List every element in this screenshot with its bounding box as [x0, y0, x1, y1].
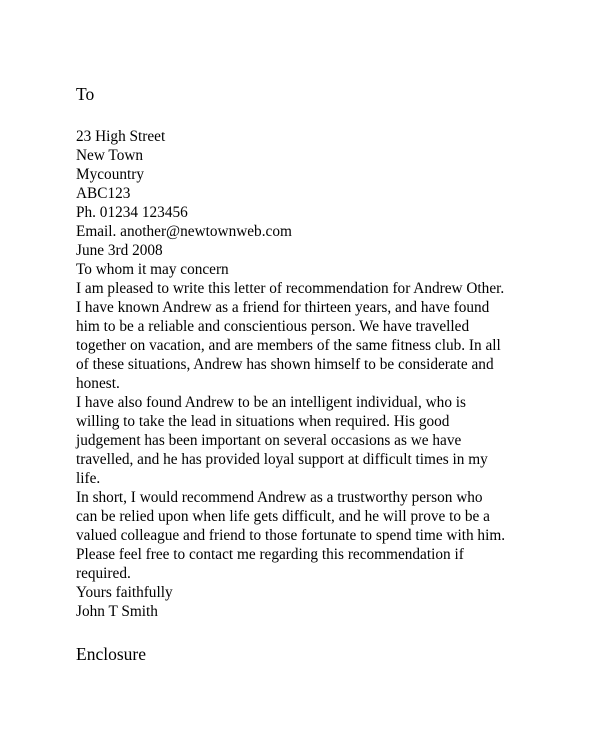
body-line: willing to take the lead in situations when required. His good: [76, 413, 450, 430]
address-line-phone: Ph. 01234 123456: [76, 204, 188, 221]
to-heading: To: [76, 84, 95, 104]
body-line: him to be a reliable and conscientious person. We have travelled: [76, 318, 470, 335]
body-line: together on vacation, and are members of the same fitness club. In all: [76, 337, 501, 354]
body-line: valued colleague and friend to those fortunate to spend time with him.: [76, 527, 506, 544]
address-line-postcode: ABC123: [76, 185, 131, 202]
body-line: travelled, and he has provided loyal support at difficult times in my: [76, 451, 488, 468]
body-line: of these situations, Andrew has shown himself to be considerate and: [76, 356, 494, 373]
enclosure-label: Enclosure: [76, 644, 146, 664]
body-line: In short, I would recommend Andrew as a trustworthy person who: [76, 489, 483, 506]
body-line: I have known Andrew as a friend for thirteen years, and have found: [76, 299, 490, 316]
letter-closing: Yours faithfully: [76, 584, 173, 601]
letter-date: June 3rd 2008: [76, 242, 163, 259]
body-line: life.: [76, 470, 101, 487]
body-line: honest.: [76, 375, 120, 392]
letter-signature: John T Smith: [76, 603, 158, 620]
letter-greeting: To whom it may concern: [76, 261, 229, 278]
body-line: Please feel free to contact me regarding this recommendation if: [76, 546, 464, 563]
body-line: judgement has been important on several occasions as we have: [76, 432, 462, 449]
address-line-country: Mycountry: [76, 166, 144, 183]
body-line: I am pleased to write this letter of recommendation for Andrew Other.: [76, 280, 505, 297]
address-line-street: 23 High Street: [76, 128, 166, 145]
body-line: required.: [76, 565, 131, 582]
body-line: can be relied upon when life gets difficult, and he will prove to be a: [76, 508, 490, 525]
address-line-town: New Town: [76, 147, 144, 164]
address-line-email: Email. another@newtownweb.com: [76, 223, 292, 240]
body-line: I have also found Andrew to be an intelligent individual, who is: [76, 394, 466, 411]
